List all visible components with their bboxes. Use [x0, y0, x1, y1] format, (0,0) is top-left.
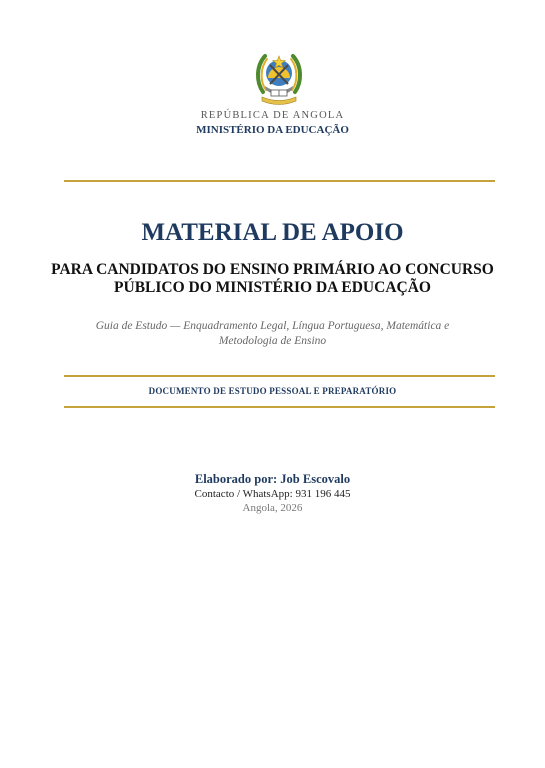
- place-date-line: Angola, 2026: [242, 502, 303, 514]
- guide-line-1: Guia de Estudo — Enquadramento Legal, Língua Portuguesa, Matemática e: [95, 320, 450, 332]
- document-type-label: DOCUMENTO DE ESTUDO PESSOAL E PREPARATÓRIO: [148, 386, 397, 396]
- subtitle-line-2: PÚBLICO DO MINISTÉRIO DA EDUCAÇÃO: [114, 279, 431, 296]
- document-title: MATERIAL DE APOIO: [141, 219, 404, 246]
- contact-line: Contacto / WhatsApp: 931 196 445: [194, 488, 351, 500]
- middle-divider-bottom: [64, 406, 495, 408]
- document-subtitle: [40, 261, 505, 297]
- angola-coat-of-arms-icon: [254, 48, 304, 106]
- guide-line-2: Metodologia de Ensino: [218, 335, 327, 347]
- top-divider: [64, 180, 495, 182]
- subtitle-line-1: PARA CANDIDATOS DO ENSINO PRIMÁRIO AO CONCURSO: [51, 261, 494, 278]
- middle-divider-top: [64, 375, 495, 377]
- ministry-label: MINISTÉRIO DA EDUCAÇÃO: [196, 124, 349, 136]
- author-line: Elaborado por: Job Escovalo: [194, 472, 351, 486]
- republic-label: REPÚBLICA DE ANGOLA: [200, 110, 345, 121]
- guide-description: [70, 319, 475, 349]
